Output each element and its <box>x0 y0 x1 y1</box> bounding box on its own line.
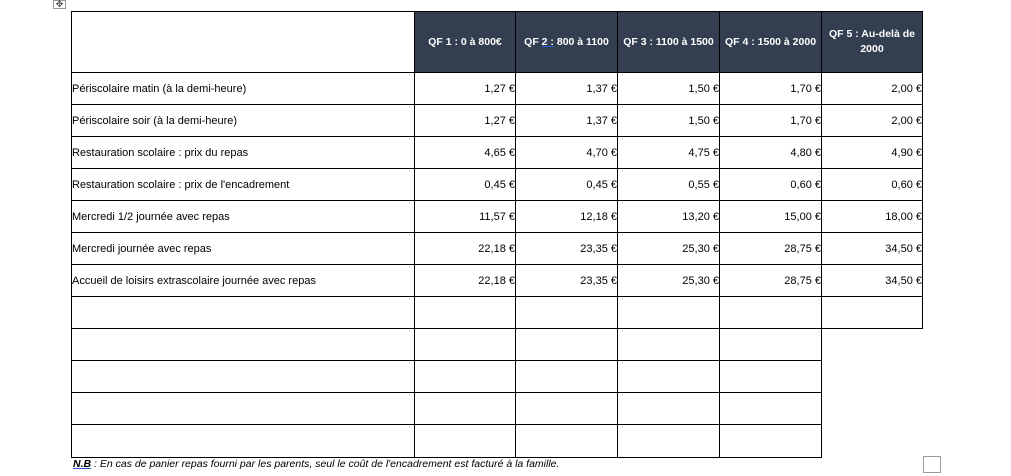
footnote <box>73 458 559 470</box>
empty-cell[interactable] <box>72 297 415 329</box>
table-row <box>72 169 923 201</box>
table-cell[interactable]: 1,37 € <box>516 73 618 105</box>
empty-cell[interactable] <box>516 425 618 458</box>
empty-cell[interactable] <box>720 329 822 361</box>
table-cell[interactable]: 13,20 € <box>618 201 720 233</box>
table-cell[interactable]: 1,27 € <box>415 105 516 137</box>
empty-row <box>72 297 923 329</box>
footnote-prefix: N.B <box>73 458 92 470</box>
table-cell[interactable]: 2,00 € <box>822 105 923 137</box>
table-cell[interactable]: 0,60 € <box>822 169 923 201</box>
row-label[interactable]: Mercredi journée avec repas <box>72 233 415 265</box>
table-cell[interactable]: 28,75 € <box>720 265 822 297</box>
table-move-handle-icon[interactable]: ✥ <box>53 0 66 9</box>
table-cell[interactable]: 25,30 € <box>618 265 720 297</box>
empty-cell[interactable] <box>618 425 720 458</box>
empty-cell[interactable] <box>72 361 415 393</box>
empty-cell[interactable] <box>415 393 516 425</box>
row-label[interactable]: Périscolaire matin (à la demi-heure) <box>72 73 415 105</box>
empty-cell[interactable] <box>72 393 415 425</box>
empty-cell[interactable] <box>618 297 720 329</box>
table-cell[interactable]: 4,75 € <box>618 137 720 169</box>
table-cell[interactable]: 0,45 € <box>516 169 618 201</box>
empty-cell[interactable] <box>516 297 618 329</box>
empty-cell[interactable] <box>516 393 618 425</box>
table-row <box>72 105 923 137</box>
no-border-cell <box>822 425 923 458</box>
no-border-cell <box>822 329 923 361</box>
table-cell[interactable]: 1,50 € <box>618 105 720 137</box>
empty-cell[interactable] <box>720 361 822 393</box>
table-cell[interactable]: 0,60 € <box>720 169 822 201</box>
table-cell[interactable]: 4,70 € <box>516 137 618 169</box>
row-label[interactable]: Restauration scolaire : prix du repas <box>72 137 415 169</box>
empty-cell[interactable] <box>720 393 822 425</box>
empty-row <box>72 361 923 393</box>
empty-cell[interactable] <box>516 329 618 361</box>
empty-cell[interactable] <box>415 425 516 458</box>
empty-cell[interactable] <box>618 361 720 393</box>
table-cell[interactable]: 0,45 € <box>415 169 516 201</box>
row-label[interactable]: Accueil de loisirs extrascolaire journée avec repas <box>72 265 415 297</box>
table-cell[interactable]: 11,57 € <box>415 201 516 233</box>
table-row <box>72 73 923 105</box>
header-qf2-post: 800 à 1100 <box>553 35 609 48</box>
table-cell[interactable]: 1,37 € <box>516 105 618 137</box>
no-border-cell <box>822 393 923 425</box>
header-qf1-label: QF 1 : 0 à 800€ <box>428 35 502 48</box>
header-qf2-underlined: 2 : <box>541 35 554 48</box>
table-cell[interactable]: 2,00 € <box>822 73 923 105</box>
empty-cell[interactable] <box>415 361 516 393</box>
empty-cell[interactable] <box>415 297 516 329</box>
table-cell[interactable]: 34,50 € <box>822 233 923 265</box>
row-label[interactable]: Restauration scolaire : prix de l'encadrement <box>72 169 415 201</box>
empty-cell[interactable] <box>415 329 516 361</box>
table-cell[interactable]: 1,70 € <box>720 105 822 137</box>
table-cell[interactable]: 25,30 € <box>618 233 720 265</box>
header-row <box>72 12 923 73</box>
paragraph-end-checkbox-icon[interactable] <box>923 456 941 473</box>
table-cell[interactable]: 34,50 € <box>822 265 923 297</box>
table-row <box>72 137 923 169</box>
header-qf5[interactable] <box>822 12 923 73</box>
table-cell[interactable]: 1,70 € <box>720 73 822 105</box>
empty-cell[interactable] <box>822 297 923 329</box>
empty-row <box>72 329 923 361</box>
header-qf3-label: QF 3 : 1100 à 1500 <box>623 35 714 48</box>
empty-cell[interactable] <box>72 425 415 458</box>
table-cell[interactable]: 28,75 € <box>720 233 822 265</box>
row-label[interactable]: Périscolaire soir (à la demi-heure) <box>72 105 415 137</box>
table-cell[interactable]: 23,35 € <box>516 233 618 265</box>
header-qf4-label: QF 4 : 1500 à 2000 <box>724 35 817 48</box>
empty-cell[interactable] <box>720 425 822 458</box>
table-cell[interactable]: 4,80 € <box>720 137 822 169</box>
empty-cell[interactable] <box>516 361 618 393</box>
header-qf2[interactable] <box>516 12 618 73</box>
empty-cell[interactable] <box>618 329 720 361</box>
table-cell[interactable]: 12,18 € <box>516 201 618 233</box>
table-row <box>72 265 923 297</box>
empty-row <box>72 393 923 425</box>
tarifs-table <box>71 11 923 458</box>
table-cell[interactable]: 1,27 € <box>415 73 516 105</box>
table-cell[interactable]: 18,00 € <box>822 201 923 233</box>
empty-cell[interactable] <box>618 393 720 425</box>
table-cell[interactable]: 1,50 € <box>618 73 720 105</box>
table-cell[interactable]: 22,18 € <box>415 265 516 297</box>
table-cell[interactable]: 4,65 € <box>415 137 516 169</box>
header-qf5-label: QF 5 : Au-delà de 2000 <box>829 28 915 55</box>
header-corner-cell[interactable] <box>72 12 415 73</box>
empty-cell[interactable] <box>72 329 415 361</box>
table-row <box>72 201 923 233</box>
empty-cell[interactable] <box>720 297 822 329</box>
header-qf1[interactable] <box>415 12 516 73</box>
row-label[interactable]: Mercredi 1/2 journée avec repas <box>72 201 415 233</box>
header-qf2-pre: QF <box>524 35 542 48</box>
footnote-text: : En cas de panier repas fourni par les parents, seul le coût de l'encadrement est facturé à la famille. <box>91 458 560 470</box>
table-cell[interactable]: 0,55 € <box>618 169 720 201</box>
table-row <box>72 233 923 265</box>
header-qf3[interactable] <box>618 12 720 73</box>
table-cell[interactable]: 23,35 € <box>516 265 618 297</box>
table-cell[interactable]: 15,00 € <box>720 201 822 233</box>
header-qf4[interactable] <box>720 12 822 73</box>
empty-row <box>72 425 923 458</box>
no-border-cell <box>822 361 923 393</box>
table-cell[interactable]: 22,18 € <box>415 233 516 265</box>
table-cell[interactable]: 4,90 € <box>822 137 923 169</box>
